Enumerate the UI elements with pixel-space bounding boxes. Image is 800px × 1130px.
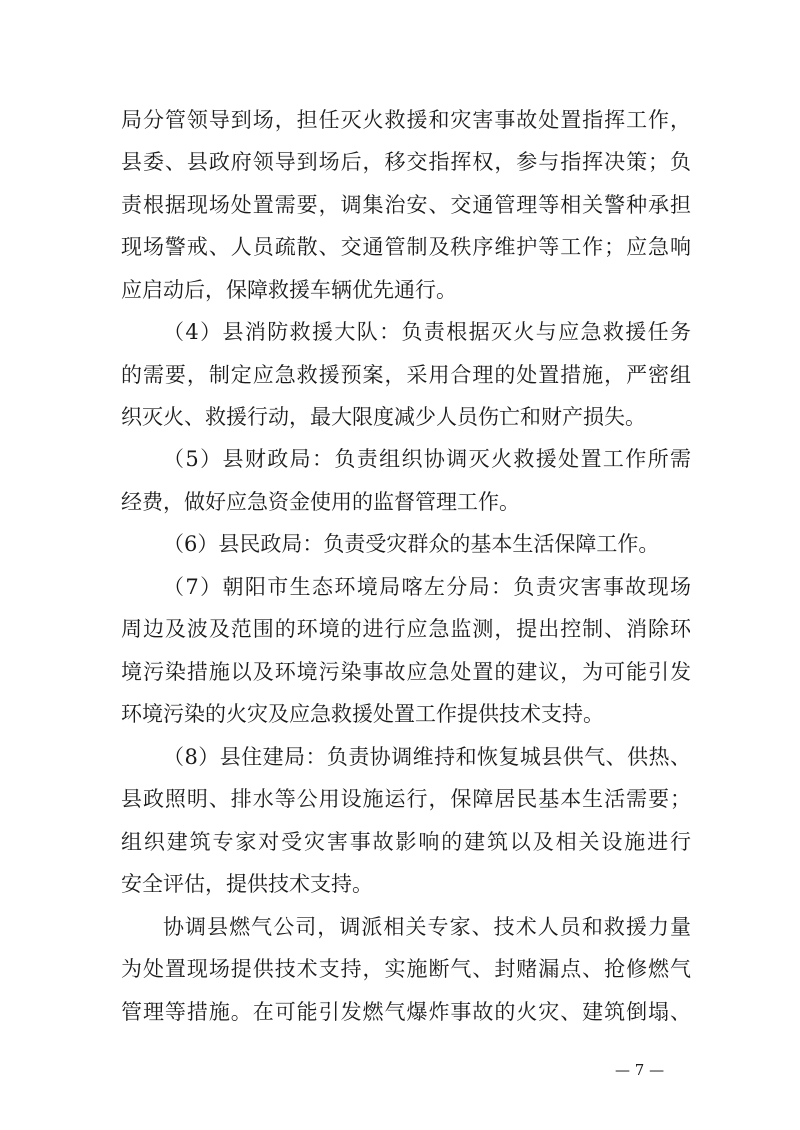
text-line-2: 县委、县政府领导到场后，移交指挥权，参与指挥决策；负 bbox=[121, 150, 691, 174]
text-line-22: 管理等措施。在可能引发燃气爆炸事故的火灾、建筑倒塌、 bbox=[121, 1000, 691, 1024]
text-line-5: 应启动后，保障救援车辆优先通行。 bbox=[121, 278, 457, 302]
text-line-10: 经费，做好应急资金使用的监督管理工作。 bbox=[121, 490, 520, 514]
text-line-17: 县政照明、排水等公用设施运行，保障居民基本生活需要； bbox=[121, 787, 691, 811]
text-line-9: （5）县财政局：负责组织协调灭火救援处置工作所需 bbox=[163, 447, 691, 471]
text-line-11: （6）县民政局：负责受灾群众的基本生活保障工作。 bbox=[163, 532, 660, 556]
text-line-15: 环境污染的火灾及应急救援处置工作提供技术支持。 bbox=[121, 702, 604, 726]
text-line-20: 协调县燃气公司，调派相关专家、技术人员和救援力量 bbox=[163, 915, 691, 939]
text-line-18: 组织建筑专家对受灾害事故影响的建筑以及相关设施进行 bbox=[121, 830, 691, 854]
text-line-12: （7）朝阳市生态环境局喀左分局：负责灾害事故现场 bbox=[163, 575, 691, 599]
text-line-21: 为处置现场提供技术支持，实施断气、封赌漏点、抢修燃气 bbox=[121, 957, 691, 981]
text-line-19: 安全评估，提供技术支持。 bbox=[121, 872, 373, 896]
text-line-1: 局分管领导到场，担任灭火救援和灾害事故处置指挥工作， bbox=[121, 108, 691, 132]
text-line-8: 织灭火、救援行动，最大限度减少人员伤亡和财产损失。 bbox=[121, 405, 646, 429]
text-line-16: （8）县住建局：负责协调维持和恢复城县供气、供热、 bbox=[163, 745, 691, 769]
text-line-13: 周边及波及范围的环境的进行应急监测，提出控制、消除环 bbox=[121, 617, 691, 641]
text-line-14: 境污染措施以及环境污染事故应急处置的建议，为可能引发 bbox=[121, 660, 691, 684]
text-line-7: 的需要，制定应急救援预案，采用合理的处置措施，严密组 bbox=[121, 363, 691, 387]
text-line-3: 责根据现场处置需要，调集治安、交通管理等相关警种承担 bbox=[121, 193, 691, 217]
text-line-4: 现场警戒、人员疏散、交通管制及秩序维护等工作；应急响 bbox=[121, 235, 691, 259]
text-line-6: （4）县消防救援大队：负责根据灭火与应急救援任务 bbox=[163, 320, 691, 344]
page-number: — 7 — bbox=[615, 1061, 665, 1079]
